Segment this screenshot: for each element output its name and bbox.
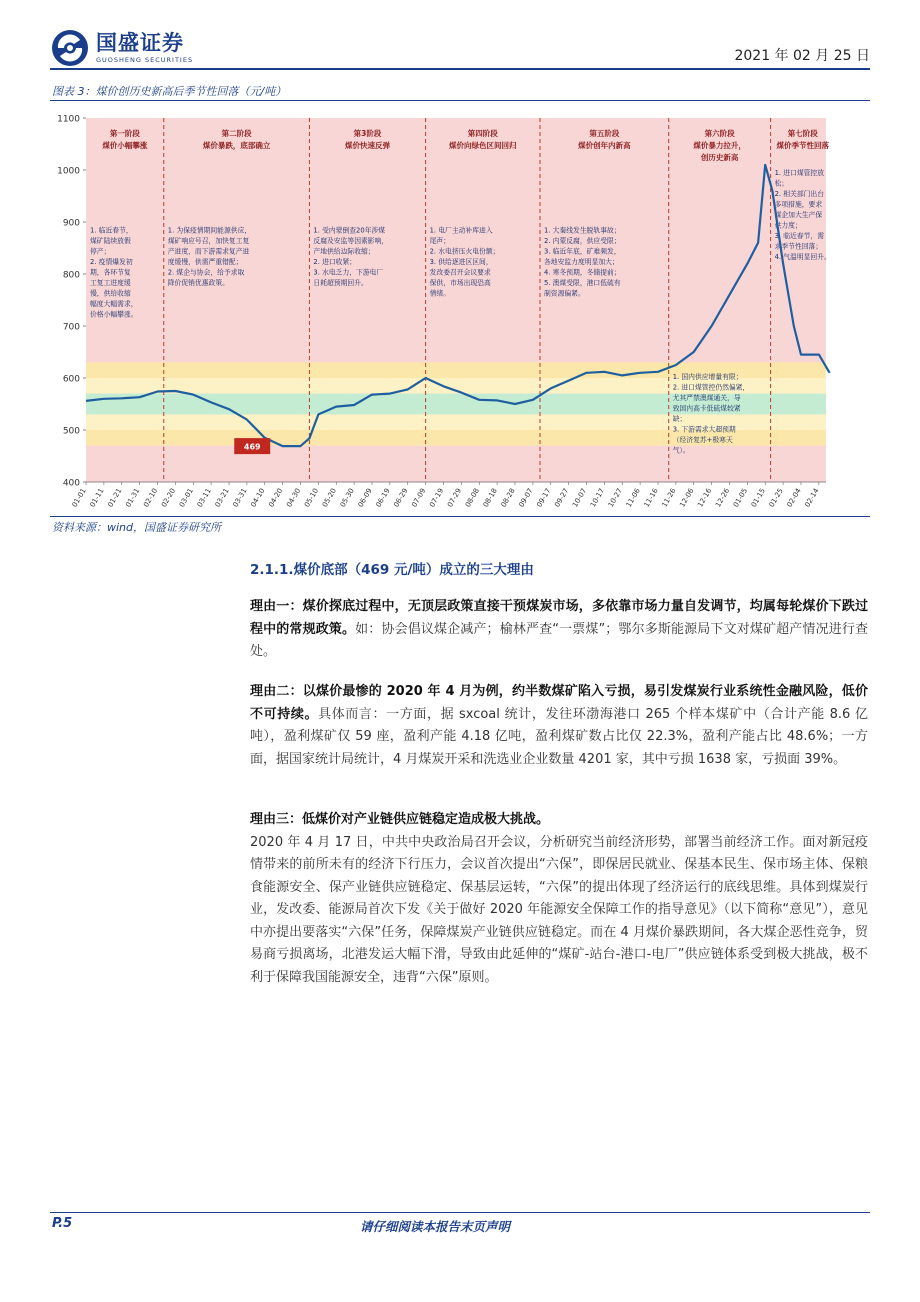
page-header [50,28,870,70]
stage-notes-line: （经济复苏+极寒天 [672,436,733,445]
x-tick-label: 03-31 [231,487,249,509]
y-tick-label: 1100 [57,114,80,125]
stage-title-line: 煤价快速反弹 [345,141,391,150]
stage-notes-line: 产地供给边际收缩； [313,247,375,256]
stage-notes-line: 松； [774,179,789,188]
report-date: 2021 年 02 月 25 日 [734,48,870,64]
x-tick-label: 08-18 [481,487,499,509]
x-tick-label: 01-31 [124,487,142,509]
stage-notes-line: 1. 受内蒙倒查20年涉煤 [313,226,386,235]
stage-notes-line: 3. 水电乏力，下游电厂 [313,268,384,277]
figure-title: 图表 3：煤价创历史新高后季节性回落（元/吨） [52,85,287,98]
stage-notes-line: 1. 国内供应增量有限； [672,373,743,382]
x-tick-label: 04-30 [285,487,303,509]
stage-notes-line: 1. 电厂主动补库进入 [429,226,493,235]
y-tick-label: 400 [62,478,80,489]
stage-notes-line: 降价促销优惠政策。 [167,278,229,287]
y-tick-label: 600 [62,374,80,385]
x-tick-label: 03-21 [213,487,231,509]
stage-notes-line: 度缓慢，供需严重错配； [167,257,243,266]
stage-title-line: 煤价季节性回落 [776,141,830,150]
stage-notes-line: 2. 进口煤管控仍然偏紧， [672,383,750,392]
figure-source: 资料来源：wind，国盛证券研究所 [52,521,222,534]
stage-notes-line: 期，各环节复 [90,268,131,277]
stage-notes-line: 供力度； [774,221,802,230]
reason-two-paragraph [250,681,868,771]
stage-notes-line: 煤企加大生产保 [774,211,823,220]
stage-notes-line: 发改委召开会议要求 [429,268,491,277]
y-tick-label: 900 [62,218,80,229]
stage-notes-line: 1. 大秦线发生脱轨事故； [544,226,621,235]
x-tick-label: 07-09 [410,487,428,509]
x-tick-label: 04-10 [249,487,267,509]
stage-title-line: 煤价向绿色区间回归 [449,141,517,150]
stage-notes-line: 1. 临近春节， [90,226,133,235]
stage-notes-line: 反腐及安监等因素影响， [313,236,389,245]
figure-rule-bottom [50,516,870,517]
x-tick-label: 05-10 [302,487,321,509]
footer-divider [50,1212,870,1213]
stage-title-line: 第五阶段 [589,129,620,138]
x-tick-label: 10-07 [571,487,589,509]
x-tick-label: 01-25 [767,487,785,509]
reason-three-lead: 理由三：低煤价对产业链供应链稳定造成极大挑战。 [250,812,550,827]
stage-notes-line: 2. 煤企与协会，给予求取 [167,268,245,277]
stage-notes-line: 3. 下游需求大超预期 [672,425,736,434]
page-number: P.5 [52,1216,73,1231]
stage-title-line: 煤价创年内新高 [578,141,631,150]
stage-notes-line: 2. 内蒙反腐，供应受限； [544,236,621,245]
stage-notes-line: 2. 进口收紧； [313,257,357,266]
stage-notes-line: 情绪。 [429,289,451,298]
stage-title-line: 煤价暴跌，底部确立 [202,141,271,150]
stage-title-line: 第3阶段 [353,129,382,138]
x-tick-label: 09-27 [553,487,571,509]
x-tick-label: 07-29 [445,487,464,509]
stage-notes-line: 气）。 [672,446,690,455]
stage-notes-line: 煤矿响应号召，加快复工复 [167,236,250,245]
stage-notes-line: 缺； [672,415,687,424]
stage-notes-line: 慢，供给收缩 [90,289,131,298]
x-tick-label: 09-07 [517,487,535,509]
x-tick-label: 09-17 [535,487,553,509]
x-tick-label: 01-21 [106,487,124,509]
x-tick-label: 08-08 [463,487,481,509]
stage-notes-line: 2. 疫情爆发初 [90,257,133,266]
x-tick-label: 10-27 [606,487,624,509]
x-tick-label: 11-26 [660,487,678,509]
stage-title-line: 煤价小幅攀涨 [102,141,148,150]
stage-notes-line: 日耗超预期回升。 [313,278,368,287]
x-tick-label: 01-05 [731,487,750,509]
x-tick-label: 06-29 [392,487,410,509]
stage-notes-1 [90,225,138,318]
x-tick-label: 02-10 [142,487,160,509]
low-price-callout-label: 469 [243,442,261,452]
reason-two-body: 具体而言：一方面，据 sxcoal 统计，发往环渤海港口 265 个样本煤矿中（合计产能 8.6 亿吨），盈利煤矿仅 59 座，盈利产能 4.18 亿吨，盈利煤矿数占比仅 22.3%，盈利产能占比 48.6%；一方面，据国家统计局统计，4 月煤炭开采和洗选业企业数量 4201 家，其中亏损 1638 家，亏损面 39%。 [250,706,868,767]
footer-disclaimer: 请仔细阅读本报告末页声明 [360,1219,511,1234]
stage-notes-line: 2. 相关部门出台 [774,190,825,199]
x-tick-label: 04-20 [267,487,285,509]
y-tick-label: 800 [62,270,80,281]
stage-title-line: 第一阶段 [109,129,140,138]
x-tick-label: 06-09 [356,487,374,509]
reason-one-body: 如：协会倡议煤企减产；榆林严查“一票煤”；鄂尔多斯能源局下文对煤矿超产情况进行查处。 [250,621,868,659]
x-tick-label: 11-16 [642,487,660,509]
section-heading: 2.1.1.煤价底部（469 元/吨）成立的三大理由 [250,562,534,578]
guosheng-logo-icon [50,28,90,68]
stage-notes-5 [544,225,621,297]
x-tick-label: 05-20 [320,487,338,509]
stage-notes-line: 3. 临近春节，需 [774,232,825,241]
stage-notes-line: 幅度大幅需求， [90,299,138,308]
x-tick-label: 12-16 [696,487,714,509]
stage-title-line: 第二阶段 [221,129,252,138]
y-tick-label: 700 [62,322,80,333]
reason-one-lead: 理由一：煤价探底过程中，无顶层政策直接干预煤炭市场，多依靠市场力量自发调节，均属每轮煤价下跌过程中的常规政策。 [250,599,868,637]
reason-one-paragraph [250,596,868,664]
x-tick-label: 01-01 [70,487,88,509]
stage-notes-line: 2. 水电挤压火电份额； [429,247,500,256]
stage-notes-line: 1. 为保疫情期间能源供应， [167,226,252,235]
stage-notes-line: 致国内高卡低硫煤较紧 [672,404,741,413]
x-tick-label: 12-26 [714,487,732,509]
stage-notes-line: 停产； [90,247,111,256]
coal-price-chart [50,104,870,516]
x-tick-label: 12-06 [678,487,696,509]
reason-three-paragraph [250,809,868,989]
reason-two-lead: 理由二：以煤价最惨的 2020 年 4 月为例，约半数煤矿陷入亏损，易引发煤炭行业系统性金融风险，低价不可持续。 [250,684,868,722]
stage-notes-line: 4. 寒冬预期，冬储提前； [544,268,621,277]
stage-notes-line: 尤其严禁澳煤通关，导 [672,394,741,403]
header-divider [50,68,870,70]
x-tick-label: 01-15 [749,487,767,509]
stage-title-line: 第七阶段 [787,129,818,138]
stage-notes-line: 5. 澳煤受限，港口低硫有 [544,278,621,287]
stage-title-line: 第六阶段 [704,129,735,138]
stage-notes-line: 价格小幅攀涨。 [90,310,138,319]
company-logo [50,28,193,68]
stage-notes-line: 产进度，而下游需求复产进 [167,247,250,256]
stage-notes-line: 制资源偏紧。 [544,289,585,298]
reason-three-body: 2020 年 4 月 17 日，中共中央政治局召开会议，分析研究当前经济形势，部署当前经济工作。面对新冠疫情带来的前所未有的经济下行压力，会议首次提出“六保”，即保居民就业、保基本民生、保市场主体、保粮食能源安全、保产业链供应链稳定、保基层运转，“六保”的提出体现了经济运行的底线思维。具体到煤炭行业，发改委、能源局首次下发《关于做好 2020 年能源安全保障工作的指导意见》（以下简称“意见”），意见中亦提出要落实“六保”任务，保障煤炭产业链供应链稳定。而在 4 月煤价暴跌期间，各大煤企恶性竞争，贸易商亏损离场，北港发运大幅下滑，导致由此延伸的“煤矿-站台-港口-电厂”供应链体系受到极大挑战，极不利于保障我国能源安全，违背“六保”原则。 [250,834,868,985]
logo-en: GUOSHENG SECURITIES [96,56,194,64]
x-tick-label: 02-14 [803,487,821,509]
x-tick-label: 02-20 [160,487,178,509]
stage-notes-line: 保供，市场出现恐高 [429,278,491,287]
y-tick-label: 500 [62,426,80,437]
stage-notes-line: 4. 气温明显回升。 [774,253,831,262]
stage-title-line: 创历史新高 [700,153,739,162]
stage-title-line: 煤价暴力拉升， [693,141,746,150]
stage-title-line: 第四阶段 [467,129,498,138]
x-tick-label: 11-06 [624,487,642,509]
x-tick-label: 06-19 [374,487,392,509]
x-tick-label: 03-11 [195,487,213,509]
stage-notes-line: 多项措施，要求 [774,200,823,209]
x-tick-label: 05-30 [338,487,356,509]
stage-notes-line: 工复工进度缓 [90,278,131,287]
x-tick-label: 02-04 [785,487,803,509]
stage-notes-line: 煤矿陆续放假 [90,236,131,245]
y-tick-label: 1000 [57,166,80,177]
stage-notes-line: 各地安监力度明显加大； [544,257,619,266]
x-tick-label: 01-11 [88,487,106,509]
x-tick-label: 07-19 [428,487,446,509]
logo-cn: 国盛证券 [96,31,184,55]
stage-notes-line: 求季节性回落； [774,242,823,251]
x-tick-label: 08-28 [499,487,517,509]
x-tick-label: 03-01 [177,487,195,509]
x-tick-label: 10-17 [588,487,607,509]
stage-notes-line: 1. 进口煤管控放 [774,169,825,178]
stage-notes-line: 尾声； [429,236,451,245]
stage-notes-line: 3. 供给逐进区区间， [429,257,493,266]
stage-notes-line: 3. 临近年底，矿难频发， [544,247,621,256]
figure-rule-top [50,100,870,101]
